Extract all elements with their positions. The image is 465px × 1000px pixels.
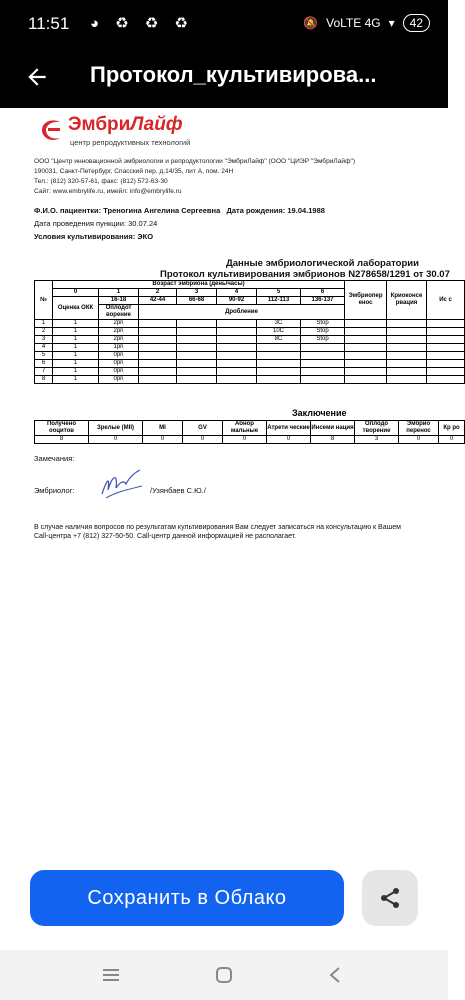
table-row — [35, 344, 465, 352]
back-button[interactable] — [14, 54, 60, 100]
table-row — [35, 352, 465, 360]
concl-value: 0 — [223, 436, 267, 444]
row-fert: 0pn — [99, 368, 139, 376]
concl-header: Получено ооцитов — [35, 421, 89, 436]
col-embryo-transfer: Эмбриопер енос — [345, 281, 387, 320]
dob-label: Дата рождения: — [226, 206, 286, 215]
row-number: 8 — [35, 376, 53, 384]
row-day5: 3C — [257, 320, 301, 328]
row-fert: 2pn — [99, 320, 139, 328]
concl-header: Атрети ческие — [267, 421, 311, 436]
table-row — [35, 328, 465, 336]
system-nav-bar — [0, 950, 448, 1000]
save-to-cloud-button[interactable]: Сохранить в Облако — [30, 870, 344, 926]
concl-value: 0 — [267, 436, 311, 444]
table-row — [35, 436, 465, 444]
logo-subtitle: центр репродуктивных технологий — [70, 138, 191, 147]
concl-header: Эмбрио перенос — [399, 421, 439, 436]
concl-value: 0 — [399, 436, 439, 444]
logo-text — [68, 114, 183, 136]
logo-icon — [38, 116, 66, 144]
col-cryo: Криоконсе рвация — [387, 281, 427, 320]
row-number: 5 — [35, 352, 53, 360]
row-ock: 1 — [53, 360, 99, 368]
notification-icons: ◕ ♻ ♻ ♻ — [90, 15, 194, 32]
hours-5: 112-113 — [257, 297, 301, 305]
mute-icon: 🔕 — [303, 16, 319, 30]
day-6: 6 — [301, 289, 345, 297]
row-day6: Stop — [301, 320, 345, 328]
conditions-line — [34, 232, 153, 241]
concl-value: 3 — [355, 436, 399, 444]
dob-value: 19.04.1988 — [287, 206, 325, 215]
table-row — [35, 376, 465, 384]
patient-name: Треногина Ангелина Сергеевна — [103, 206, 221, 215]
remarks-label: Замечания: — [34, 454, 75, 463]
row-number: 4 — [35, 344, 53, 352]
row-day6: Stop — [301, 336, 345, 344]
document-title: Протокол_культивирова... — [90, 62, 377, 87]
table-row — [35, 320, 465, 328]
back-nav-icon — [327, 965, 343, 985]
recent-apps-button[interactable] — [96, 962, 126, 988]
row-ock: 1 — [53, 336, 99, 344]
row-day5: 10C — [257, 328, 301, 336]
row-ock: 1 — [53, 376, 99, 384]
concl-header: Оплодо творение — [355, 421, 399, 436]
footer-note-2: Call-центра +7 (812) 327-50-50. Call-центр данной информацией не располагает. — [34, 533, 297, 540]
conditions-label: Условия культивирования: — [34, 232, 136, 241]
row-ock: 1 — [53, 368, 99, 376]
hours-6: 136-137 — [301, 297, 345, 305]
col-extra: Ис с — [427, 281, 465, 320]
org-phone: Тел.: (812) 320-57-61, факс: (812) 572-63-30 — [34, 178, 168, 185]
signature-image — [96, 464, 146, 504]
recent-apps-icon — [102, 967, 120, 983]
concl-header: Абнор мальные — [223, 421, 267, 436]
puncture-line — [34, 219, 157, 228]
row-ock: 1 — [53, 320, 99, 328]
puncture-date: 30.07.24 — [128, 219, 158, 228]
row-fert: 2pn — [99, 328, 139, 336]
concl-header: Кр ро — [439, 421, 465, 436]
day-1: 1 — [99, 289, 139, 297]
day-2: 2 — [139, 289, 177, 297]
row-fert: 2pn — [99, 336, 139, 344]
row-number: 3 — [35, 336, 53, 344]
row-day5: 8C — [257, 336, 301, 344]
conclusion-title: Заключение — [292, 408, 347, 418]
hours-3: 66-68 — [177, 297, 217, 305]
patient-line — [34, 206, 325, 215]
home-button[interactable] — [209, 962, 239, 988]
col-cleavage: Дробление — [139, 305, 345, 320]
share-icon — [378, 886, 402, 910]
logo — [38, 114, 238, 154]
protocol-title: Протокол культивирования эмбрионов N278658/1291 от 30.07 — [160, 269, 450, 280]
org-address: 190031, Санкт-Петербург, Спасский пер. д.14/35, лит А, пом. 24Н — [34, 168, 234, 175]
status-bar — [0, 0, 448, 48]
conditions-value: ЭКО — [137, 232, 154, 241]
row-number: 1 — [35, 320, 53, 328]
row-day6: Stop — [301, 328, 345, 336]
hours-4: 90-92 — [217, 297, 257, 305]
row-ock: 1 — [53, 344, 99, 352]
day-4: 4 — [217, 289, 257, 297]
share-button[interactable] — [362, 870, 418, 926]
table-row — [35, 336, 465, 344]
patient-label: Ф.И.О. пациентки: — [34, 206, 102, 215]
col-ock: Оценка ОКК — [53, 297, 99, 320]
col-number: № — [35, 281, 53, 320]
age-header: Возраст эмбриона (день/часы) — [53, 281, 345, 289]
network-label: VoLTE 4G — [326, 16, 381, 30]
logo-brand-a: Эмбри — [68, 114, 131, 135]
concl-header: GV — [183, 421, 223, 436]
col-fertilization: Оплодот ворение — [99, 305, 139, 320]
status-time: 11:51 — [28, 14, 70, 33]
row-fert: 0pn — [99, 376, 139, 384]
arrow-back-icon — [24, 64, 50, 90]
hours-2: 42-44 — [139, 297, 177, 305]
concl-value: 8 — [311, 436, 355, 444]
hours-1: 16-18 — [99, 297, 139, 305]
logo-brand-b: Лайф — [130, 114, 183, 135]
org-site: Сайт: www.embrylife.ru, имейл: info@embrylife.ru — [34, 188, 182, 195]
app-bar — [0, 48, 448, 108]
lab-title: Данные эмбриологической лаборатории — [226, 258, 419, 269]
embryologist-label: Эмбриолог: — [34, 486, 75, 495]
battery-icon: 42 — [403, 14, 430, 32]
row-fert: 0pn — [99, 360, 139, 368]
table-row — [35, 360, 465, 368]
concl-value: 0 — [183, 436, 223, 444]
day-5: 5 — [257, 289, 301, 297]
concl-header: Инсеми нация — [311, 421, 355, 436]
puncture-label: Дата проведения пункции: — [34, 219, 127, 228]
row-ock: 1 — [53, 328, 99, 336]
row-number: 7 — [35, 368, 53, 376]
footer-note: В случае наличия вопросов по результатам культивирования Вам следует записаться на консультацию к Вашем — [34, 524, 401, 531]
concl-header: MI — [143, 421, 183, 436]
row-ock: 1 — [53, 352, 99, 360]
home-icon — [214, 965, 234, 985]
status-right — [303, 14, 430, 32]
day-0: 0 — [53, 289, 99, 297]
concl-value: 0 — [439, 436, 465, 444]
row-fert: 1pn — [99, 344, 139, 352]
embryo-table — [34, 280, 465, 384]
concl-value: 0 — [89, 436, 143, 444]
concl-header: Зрелые (MII) — [89, 421, 143, 436]
document-view[interactable] — [0, 108, 460, 960]
row-fert: 0pn — [99, 352, 139, 360]
concl-value: 0 — [143, 436, 183, 444]
row-number: 6 — [35, 360, 53, 368]
day-3: 3 — [177, 289, 217, 297]
embryologist-name: /Узянбаев С.Ю./ — [150, 486, 206, 495]
row-number: 2 — [35, 328, 53, 336]
conclusion-table — [34, 420, 465, 444]
org-line: ООО "Центр инновационной эмбриологии и репродуктологии "ЭмбриЛайф" (ООО "ЦИЭР "ЭмбриЛайф") — [34, 158, 356, 165]
wifi-icon: ▾ — [388, 16, 395, 30]
concl-value: 8 — [35, 436, 89, 444]
back-nav-button[interactable] — [320, 962, 350, 988]
table-row — [35, 368, 465, 376]
